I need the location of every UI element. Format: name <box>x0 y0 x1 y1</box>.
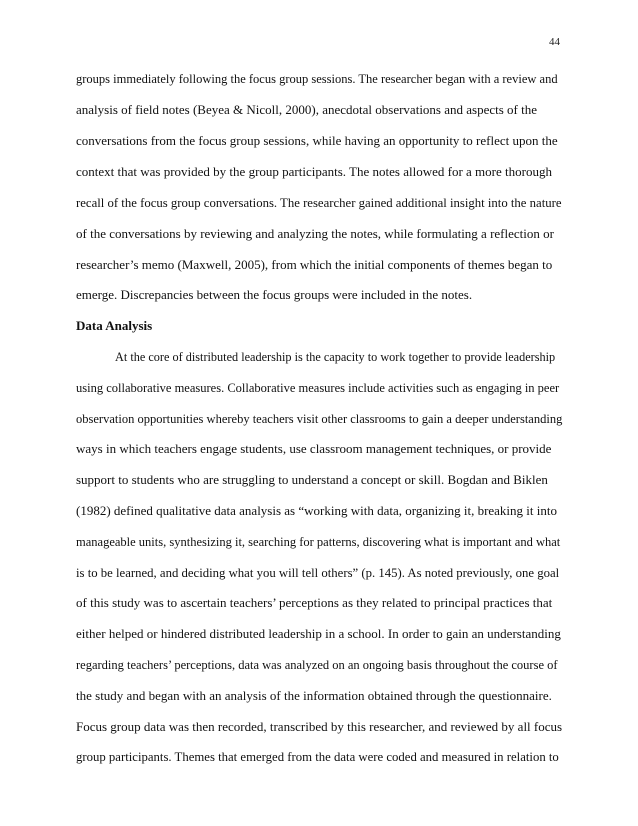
page-number: 44 <box>549 36 560 48</box>
text-line: Focus group data was then recorded, transcribed by this researcher, and reviewed by all focus <box>76 719 563 734</box>
text-line: conversations from the focus group sessions, while having an opportunity to reflect upon the <box>76 133 558 148</box>
text-line: At the core of distributed leadership is the capacity to work together to provide leadership <box>115 350 556 364</box>
text-line: (1982) defined qualitative data analysis as “working with data, organizing it, breaking it into <box>76 503 557 518</box>
text-line: support to students who are struggling to understand a concept or skill. Bogdan and Biklen <box>76 472 548 487</box>
text-line: emerge. Discrepancies between the focus groups were included in the notes. <box>76 287 473 302</box>
text-line: either helped or hindered distributed leadership in a school. In order to gain an understanding <box>76 626 561 641</box>
text-line: researcher’s memo (Maxwell, 2005), from which the initial components of themes began to <box>76 257 553 272</box>
text-line: recall of the focus group conversations. The researcher gained additional insight into the nature <box>76 196 562 210</box>
text-line: using collaborative measures. Collaborative measures include activities such as engaging in peer <box>76 381 560 395</box>
text-line: is to be learned, and deciding what you will tell others” (p. 145). As noted previously, one goal <box>76 566 560 580</box>
text-line: regarding teachers’ perceptions, data was analyzed on an ongoing basis throughout the course of <box>76 658 558 672</box>
text-line: context that was provided by the group participants. The notes allowed for a more thorough <box>76 164 552 179</box>
text-line: ways in which teachers engage students, use classroom management techniques, or provide <box>76 441 552 456</box>
text-line: manageable units, synthesizing it, searching for patterns, discovering what is important and what <box>76 535 561 549</box>
text-line: observation opportunities whereby teachers visit other classrooms to gain a deeper understanding <box>76 412 563 426</box>
text-line: of this study was to ascertain teachers’ perceptions as they related to principal practices that <box>76 595 553 610</box>
text-line: groups immediately following the focus group sessions. The researcher began with a review and <box>76 72 558 86</box>
text-line: analysis of field notes (Beyea & Nicoll, 2000), anecdotal observations and aspects of the <box>76 102 538 117</box>
text-line: the study and began with an analysis of the information obtained through the questionnaire. <box>76 688 552 703</box>
text-line: of the conversations by reviewing and analyzing the notes, while formulating a reflection or <box>76 226 554 241</box>
text-line: group participants. Themes that emerged from the data were coded and measured in relation to <box>76 750 559 764</box>
section-heading: Data Analysis <box>76 318 153 333</box>
